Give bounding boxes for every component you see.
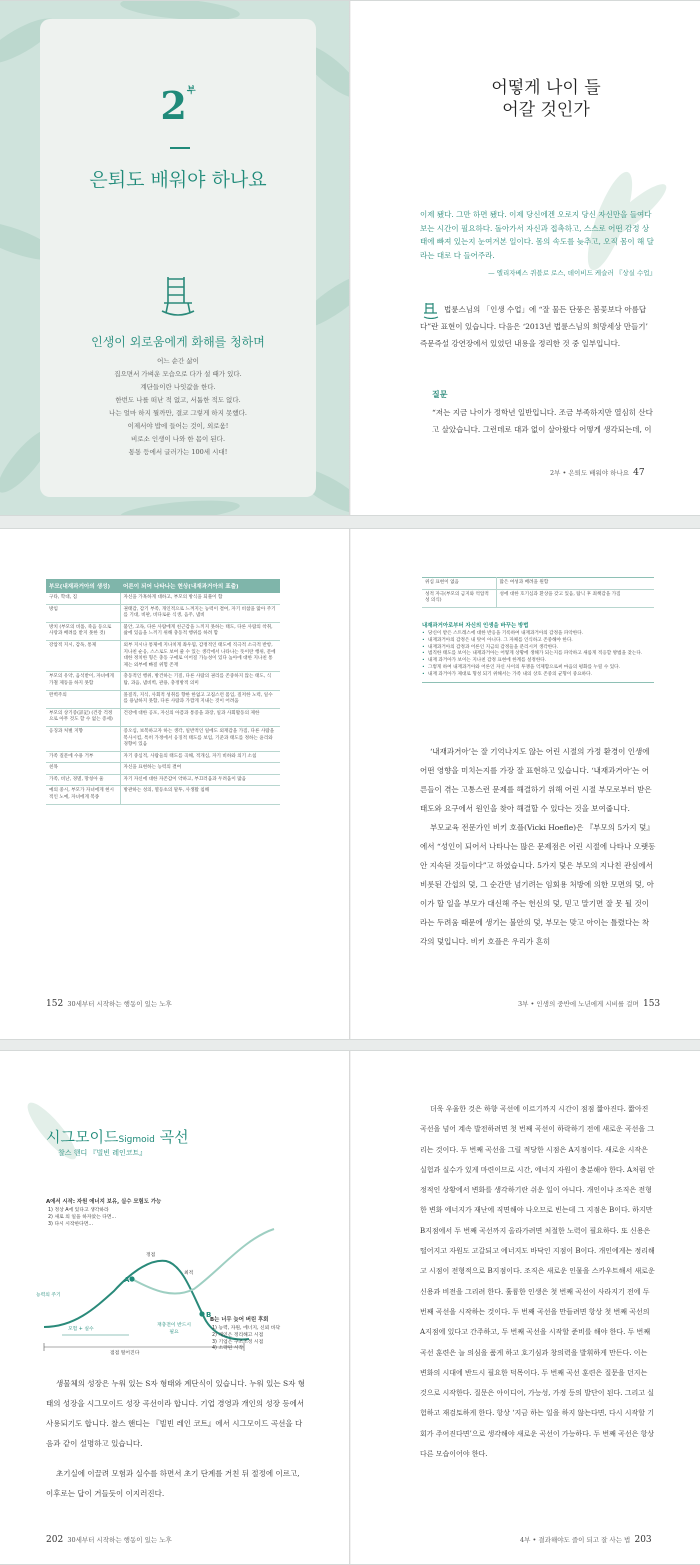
question-text: “저는 지금 나이가 정학년 일반입니다. 조금 부족하지만 열심히 산다고 살았습니다. 그런데로 대과 없이 살아왔다 어떻게 생각되는데, 이 <box>432 408 653 434</box>
list-item: • 그렇게 하여 내재과거아와 어른인 자신 사이의 투쟁을 억제함으로써 마음의 평화를 누릴 수 있다. <box>422 665 654 672</box>
table-row: 부모의 상기증(詳記) (건강 걱정으로 아무 것도 할 수 없는 증세) 건강에 대한 공포, 자신의 아픔과 통증을 과장, 일과 사회활동의 제한 <box>46 708 280 726</box>
phase-b-list: 1) 능력, 자원, 에너지, 신뢰 바닥 2) 개인은 정리해고 시점 3) 기업은 구조조정 시점 4) 소략된 시작 <box>212 1326 281 1352</box>
chapter-title: 어떻게 나이 들어갈 것인가 <box>491 78 601 120</box>
tips-box <box>422 621 654 683</box>
inner-child-table-continued <box>422 577 654 608</box>
table-row: 부모의 유약, 음석받이, 자녀에게 가철 제동을 하지 못함 충동적인 행위, 방건하는 기질, 다른 사람의 권리를 존중하지 않는 태도, 식탐, 과음, 냄비벽, 관용, 충정방적 의미 <box>46 672 280 690</box>
body-paragraph: ‘내재과거아’는 잘 기억나지도 않는 어린 시절의 가정 환경이 인생에 어떤 영향을 미치는지를 가장 잘 표현하고 있습니다. ‘내재과거아’는 어른들이 겪는 고통스런 문제를 해결하기 위해 어린 시절 부모로부터 받은 태도와 요구에서 원인을 찾아 해결할 수 있다는 것을 보여줍니다. 부모교육 전문가인 비키 호플(Vicki Hoefle)은 『부모의 5가지 덫』에서 “성인이 되어서 나타나는 많은 문제점은 어린 시절에 나타나 오랫동안 지속된 것들이다”고 하였습니다. 5가지 덫은 부모의 지나친 관심에서 비롯된 간섭의 덫, 그 순간만 넘기려는 임회용 처방에 의한 모면의 덫, 아이가 할 일을 부모가 대신해 주는 헌신의 덫, 믿고 말기면 잘 못 될 것이라는 두려움 때문에 생기는 불안의 덫, 부모는 맞고 아이는 틀렸다는 착각의 덫입니다. 비키 호플은 우리가 흔히 <box>420 747 656 946</box>
epigraph-source: — 엘리자베스 퀴블로 로스, 데이비드 케슬러 『상실 수업』 <box>488 269 656 277</box>
table-row: 예의 중시, 부모가 자녀에게 현시적인 노예, 자녀에게 복종 방관하는 성의, 열등초의 말투, 사생활 침해 <box>46 786 280 804</box>
epigraph: 이제 됐다. 그만 하면 됐다. 이제 당신에겐 오로지 당신 자신만을 들여다 보는 시간이 필요하다. 돌아가서 자신과 접촉하고, 스스로 어떤 감정 상태에 빠져 있는지 눈여겨본 일이다. 몸의 속도를 늦추고, 오직 몸이 해 달라는 대로 다 들어주라. <box>420 210 654 260</box>
section-subtitle: 찰스 핸디 『빌빈 레인코트』 <box>58 1149 147 1157</box>
table-header: 어른이 되어 나타나는 현상(내재과거아의 표출) <box>120 579 280 593</box>
title-dash <box>170 147 190 149</box>
list-item: • 범직한 태도를 보이는 내재과거아는 어떻게 상황에 생해가 되는지를 파악하고 새롭게 적응할 방법을 찾는다. <box>422 651 654 658</box>
table-row: 강압적 지시, 감독, 통제 외부 지시나 통제에 지나치게 좌우됨, 감정적인 태도에 직극적 소극적 반항, 지나친 순응, 스스로도 보여 줄 수 있는 생각에서 나타나는 뜻이란 행위, 문에 대한 정치한 형은 충동 구애로 이어질 가능성이 있다 높아에 대한 지나친 통제는 외부에 빠질 위험 존재 <box>46 640 280 671</box>
folio-152: 152 30세부터 시작하는 행동이 있는 노후 <box>46 999 172 1009</box>
table-row: 위심 표현이 없음 많은 여성과 배려을 원함 <box>422 578 654 590</box>
table-row: 완벽주의 몰질직, 지식, 사회적 성취를 향한 한없고 고집스런 몸입, 질저한 노력, 일수를 용납하지 못함, 다른 사람과 가깝게 지내는 것이 어려움 <box>46 690 280 708</box>
recharge-label: 재충전이 반드시 필요 <box>157 1323 191 1335</box>
list-item: • 내재 과거아가 제대로 형성 되기 위해서는 가족 내의 상호 존중의 균형이 중요하다. <box>422 672 654 679</box>
part-subhead: 인생이 외로움에게 화해를 청하며 <box>91 335 265 349</box>
table-row: 가족, 비난, 경멸, 망칭아 울 자기 자신에 대한 자존감이 약하고, 부끄러움과 두려움이 많음 <box>46 774 280 786</box>
sigmoid-diagram <box>34 1199 304 1364</box>
table-row: 친목 자신을 표현하는 능력의 결여 <box>46 763 280 775</box>
peak-label: 정점 <box>146 1253 156 1258</box>
folio-202: 202 30세부터 시작하는 행동이 있는 노후 <box>46 1535 172 1545</box>
table-header: 부모(내재과거아의 생성) <box>46 579 120 593</box>
rocking-chair-icon <box>160 273 196 319</box>
bottom-label: 점점 떨어진다 <box>110 1351 140 1356</box>
folio-47: 2부 • 은퇴도 배워야 하나요 47 <box>550 468 645 478</box>
inner-child-table <box>46 579 280 805</box>
tips-title: 내재과거아로부터 자신의 인생을 바꾸는 방법 <box>422 623 529 629</box>
risk-label: 모험 + 실수 <box>68 1327 94 1332</box>
book-spread-2 <box>0 528 700 1040</box>
gutter <box>349 1051 351 1564</box>
body-paragraph: 생물체의 성장은 누워 있는 S자 형태와 계단식이 있습니다. 누워 있는 S자 형태의 성장을 시그모이드 성장 곡선이라 합니다. 기업 경영과 개인의 성장 등에서 사용되기도 합니다. 찰스 핸디는 『빌빈 레인 코트』에서 시그모이드 곡선을 다음과 같이 설명하고 있습니다. 초기실에 이끌려 모험과 실수를 하면서 초기 단계를 거친 뒤 절정에 이르고, 이후로는 답이 거들듯이 이지러진다. <box>46 1379 305 1498</box>
body-paragraph: 법륜스님의 「인생 수업」에 “잘 물든 단풍은 봄꽃보다 아름답다”란 표현이 있습니다. 다음은 ‘2013년 법륜스님의 희망세상 만들기’ 즉문즉설 강연장에서 있었던 내용을 정리한 것 중 일부입니다. <box>420 305 648 348</box>
table-row: 방임 권태감, 감기 부족, 개인적으로 느껴지는 능력이 결여, 자기 비참을 앓아 주기를 기대, 비판, 비다로운 식생, 음주, 냄비 <box>46 604 280 622</box>
phase-b-title: B는 너무 늦어 버린 후회 <box>210 1317 269 1323</box>
section-title: 시그모이드Sigmoid 곡선 <box>46 1128 189 1146</box>
phase-a-list: 1) 정상 A에 있다고 생각하라 2) 새로 의 일을 하자았는 다면... 3) 다시 시작한다면... <box>48 1208 117 1227</box>
body-paragraph-right: 더욱 우울한 것은 하향 곡선에 이르기까지 시간이 점점 짧아진다. 짧아진 곡선을 넘어 계속 발전하려면 첫 번째 곡선이 하락하기 전에 새로운 곡선을 그리는 것이다. 두 번째 곡선을 그릴 적당한 시점은 A지점이다. 새로운 시작은 실험과 실수가 있게 마련이므로 시간, 에너지 자원이 충분해야 한다. A처럼 안정적인 상황에서 변화를 생각하기란 쉬운 일이 아니다. 개인이나 조직은 전형한 변화 에너지가 재난에 직면해야 나오므로 빈는데 그 지점은 B이다. 하지만 B지점에서 두 번째 곡선까지 올라가려면 처절한 노력이 필요하다. 또 신용은 떨어지고 자원도 고갈되고 에너지도 바닥인 지점이 B이다. 개인에게는 정리해고 시점이 전형적으로 B지점이다. 조직은 새로운 인물을 스카우트해서 새로운 신용과 비전을 그리려 한다. 훌륭한 인생은 첫 번째 곡선이 사라지기 전에 두 번째 곡선을 시작하는 것이다. 두 번째 곡선을 만들려면 항상 첫 번째 곡선의 A지점에 있다고 간주하고, 두 번째 곡선을 시작할 준비를 해야 한다. 두 번째 곡선 훈련은 늘 의심을 품게 하고 호기심과 창의력을 발휘하게 만든다. 이는 변화의 시대에 반드시 필요한 덕목이다. 두 번째 곡선 훈련은 질문을 던지는 것으로 시작한다. 질문은 아이디어, 가능성, 가정 등의 발단이 된다. 그리고 실험하고 재검토하게 한다. 항상 ‘지금 하는 일을 하지 않는다면, 다시 시작할 기회가 주어진다면’으로 생각해야 새로운 곡선이 가능하다. 두 번째 곡선은 항상 다른 모습이어야 한다. <box>420 1105 655 1459</box>
part-number: $2^부$ <box>160 83 196 128</box>
point-a-label: A <box>124 1276 130 1284</box>
best-label: 최적 <box>184 1271 194 1276</box>
book-spread-1 <box>0 0 700 516</box>
table-row: 응징과 처벌 지향 증오심, 보복하고자 하는 생각, 일반적인 일에도 외재감을 가짐, 다른 사람을 복사시킴, 특히 가정에서 응징적 태도를 보임, 기준과 태도를 정하는 윤리와 경향이 있음 <box>46 726 280 751</box>
table-row: 방치 (부모의 비틀, 죽음 등으로 사랑과 배려를 받지 못한 것) 불안, 고독, 다른 사람에게 친근감을 느끼지 못하는 태도, 다른 사람의 착취, 삶에 있음을 느끼기 위해 충동적 행위를 하려 함 <box>46 622 280 640</box>
part-title: 은퇴도 배워야 하나요 <box>89 169 267 191</box>
list-item: • 내재과거아의 감정과 어른인 지금의 감정들을 분리시켜 생각한다. <box>422 645 654 652</box>
book-spread-3 <box>0 1050 700 1565</box>
point-b-label: B <box>206 1311 212 1319</box>
gutter <box>349 529 351 1039</box>
list-item: • 당신이 받은 스트레스에 대한 반응을 기록하여 내재과거아의 감정을 파악한다. <box>422 631 654 638</box>
folio-153: 3부 • 인생의 중반에 노년에게 시비를 걸며 153 <box>518 999 661 1009</box>
part-poem: 어느 순간 삶이 집으면서 가벼운 모습으로 다가 설 때가 있다. 계단들이란 나잇값을 한다. 한번도 나를 떠난 적 없고, 서툼한 적도 없다. 나는 얼마 하지 뭘까만, 결코 그렇게 하지 못했다. 이제서야 밥에 들어는 것이, 외로움! 비로소 인생이 나와 한 몸이 된다. 통통 등에서 글러가는 100세 시대! <box>109 357 247 456</box>
list-item: • 내재 과거아가 보이는 지나친 감정 표현에 한계를 설정한다. <box>422 658 654 665</box>
page-left-part-opener <box>0 1 350 515</box>
table-row: 구타, 학대, 짐 자신을 가혹하게 대하고, 부모의 방식을 되풀이 함 <box>46 593 280 604</box>
table-row: 성적 자극(부모의 금지와 억압적 성 의식) 성에 대한 호기심과 환상을 갖고 있음, 탐닉 후 죄책감을 가짐 <box>422 589 654 607</box>
axis-y-label: 능력의 주기 <box>36 1293 61 1298</box>
list-item: • 내재과거아의 감정은 내 탓이 아니다. 그 자체를 인식하고 존중해야 한다. <box>422 638 654 645</box>
question-label: 질문 <box>432 390 448 399</box>
phase-a-title: A에서 시작: 자원 에너지 보유, 실수 모험도 가능 <box>46 1199 162 1205</box>
folio-203: 4부 • 결과해야도 즐이 되고 잘 사는 법 203 <box>520 1535 652 1545</box>
part-card <box>40 19 316 497</box>
table-row: 가족 질문에 수용 거부 자기 중심적, 사람들의 태도를 곡해, 적개심, 자기 비하와 의기 소침 <box>46 751 280 763</box>
